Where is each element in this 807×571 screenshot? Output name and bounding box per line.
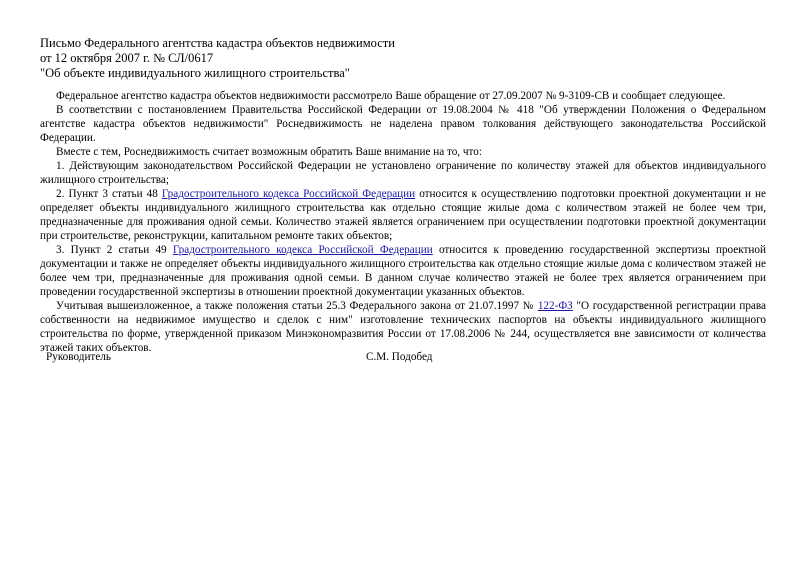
conclusion-text-start: Учитывая вышеизложенное, а также положения статьи 25.3 Федерального закона от 21.07.1997 № bbox=[56, 300, 538, 312]
item-2-text-end: относится к осуществлению подготовки проектной документации и не определяет объекты индивидуального жилищного строительства как отдельно стоящие жилые дома с количеством этажей не более чем три, предназначенные для проживания одной семьи. Количество этажей является ограничением при осуществлении подготовки проектной документации при строительстве, реконструкции, капитальном ремонте таких объектов; bbox=[40, 188, 767, 242]
grad-code-link-1[interactable]: Градостроительного кодекса Российской Федерации bbox=[161, 188, 416, 200]
paragraph-intro: Федеральное агентство кадастра объектов недвижимости рассмотрело Ваше обращение от 27.09.2007 № 9-3109-СВ и сообщает следующее. bbox=[56, 90, 726, 102]
signature-title: Руководитель bbox=[46, 351, 111, 363]
document-header bbox=[40, 36, 395, 81]
header-line-2: от 12 октября 2007 г. № СЛ/0617 bbox=[40, 51, 214, 65]
paragraph-attention: Вместе с тем, Роснедвижимость считает возможным обратить Ваше внимание на то, что: bbox=[56, 146, 482, 158]
paragraph-item-1: 1. Действующим законодательством Российской Федерации не установлено ограничение по количеству этажей для объектов индивидуального жилищного строительства; bbox=[40, 160, 766, 186]
header-line-1: Письмо Федерального агентства кадастра объектов недвижимости bbox=[40, 36, 395, 50]
header-line-3: "Об объекте индивидуального жилищного строительства" bbox=[40, 66, 350, 80]
law-122-fz-link[interactable]: 122-ФЗ bbox=[537, 300, 573, 312]
paragraph-conclusion bbox=[40, 299, 766, 355]
paragraph-item-3 bbox=[40, 243, 766, 299]
paragraph-item-2 bbox=[40, 187, 766, 243]
paragraph-regulation: В соответствии с постановлением Правительства Российской Федерации от 19.08.2004 № 418 "Об утверждении Положения о Федеральном агентстве кадастра объектов недвижимости" Роснедвижимость не наделена правом толкования действующего законодательства Российской Федерации. bbox=[40, 104, 766, 144]
document-body bbox=[40, 89, 766, 355]
item-2-text-start: 2. Пункт 3 статьи 48 bbox=[56, 188, 162, 200]
grad-code-link-2[interactable]: Градостроительного кодекса Российской Федерации bbox=[172, 244, 433, 256]
item-3-text-start: 3. Пункт 2 статьи 49 bbox=[56, 244, 173, 256]
item-3-text-end: относится к проведению государственной экспертизы проектной документации и также не определяет объекты индивидуального жилищного строительства как отдельно стоящие жилые дома с количеством этажей не более чем три, предназначенные для проживания одной семьи. В данном случае количество этажей не более трех является ограничением при проведении государственной экспертизы в отношении проектной документации указанных объектов. bbox=[40, 244, 766, 298]
conclusion-text-end: "О государственной регистрации права собственности на недвижимое имущество и сделок с ним" изготовление технических паспортов на объекты индивидуального жилищного строительства по форме, утвержденной приказом Минэкономразвития России от 17.08.2006 № 244, осуществляется вне зависимости от количества этажей таких объектов. bbox=[40, 300, 767, 354]
signature-name: С.М. Подобед bbox=[366, 351, 433, 363]
